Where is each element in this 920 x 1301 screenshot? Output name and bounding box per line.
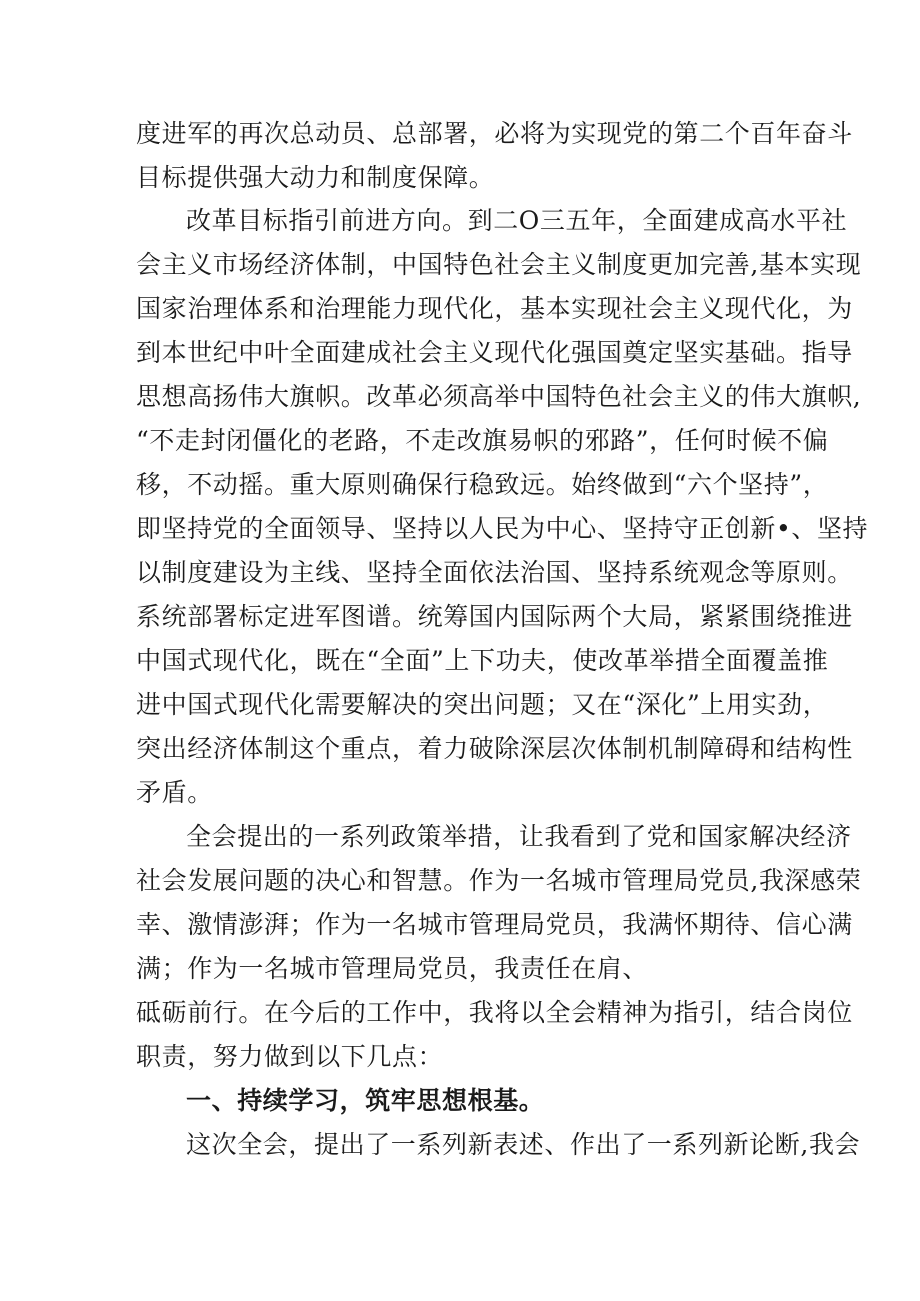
text-line: 满；作为一名城市管理局党员，我责任在肩、 [136,954,649,983]
text-line: 国家治理体系和治理能力现代化，基本实现社会主义现代化，为 [136,294,853,323]
text-line: 砥砺前行。在今后的工作中，我将以全会精神为指引，结合岗位 [136,998,853,1027]
text-line: 社会发展问题的决心和智慧。作为一名城市管理局党员,我深感荣 [136,866,862,895]
text-line: 移，不动摇。重大原则确保行稳致远。始终做到“六个坚持”， [136,470,829,499]
section-heading: 一、持续学习，筑牢思想根基。 [186,1086,545,1115]
text-line: 幸、激情澎湃；作为一名城市管理局党员，我满怀期待、信心满 [136,910,853,939]
text-line: 中国式现代化，既在“全面”上下功夫，使改革举措全面覆盖推 [136,646,829,675]
paragraph-start-line: 这次全会，提出了一系列新表述、作出了一系列新论断,我会 [186,1130,861,1159]
paragraph-start-line: 改革目标指引前进方向。到二O三五年，全面建成高水平社 [186,206,848,235]
text-line: 即坚持党的全面领导、坚持以人民为中心、坚持守正创新•、坚持 [136,514,869,543]
text-line: 到本世纪中叶全面建成社会主义现代化强国奠定坚实基础。指导 [136,338,853,367]
paragraph-start-line: 全会提出的一系列政策举措，让我看到了党和国家解决经济 [186,822,852,851]
text-line: 目标提供强大动力和制度保障。 [136,163,495,192]
text-line: 以制度建设为主线、坚持全面依法治国、坚持系统观念等原则。 [136,558,853,587]
text-line: 矛盾。 [136,778,213,807]
text-line: 会主义市场经济体制，中国特色社会主义制度更加完善,基本实现 [136,250,862,279]
text-line: “不走封闭僵化的老路，不走改旗易帜的邪路”，任何时候不偏 [136,426,829,455]
text-line: 职责，努力做到以下几点： [136,1042,444,1071]
text-line: 突出经济体制这个重点，着力破除深层次体制机制障碍和结构性 [136,734,853,763]
text-line: 度进军的再次总动员、总部署，必将为实现党的第二个百年奋斗 [136,119,853,148]
text-line: 进中国式现代化需要解决的突出问题；又在“深化”上用实劲， [136,690,829,719]
text-line: 系统部署标定进军图谱。统筹国内国际两个大局，紧紧围绕推进 [136,602,853,631]
text-line: 思想高扬伟大旗帜。改革必须高举中国特色社会主义的伟大旗帜, [136,382,862,411]
